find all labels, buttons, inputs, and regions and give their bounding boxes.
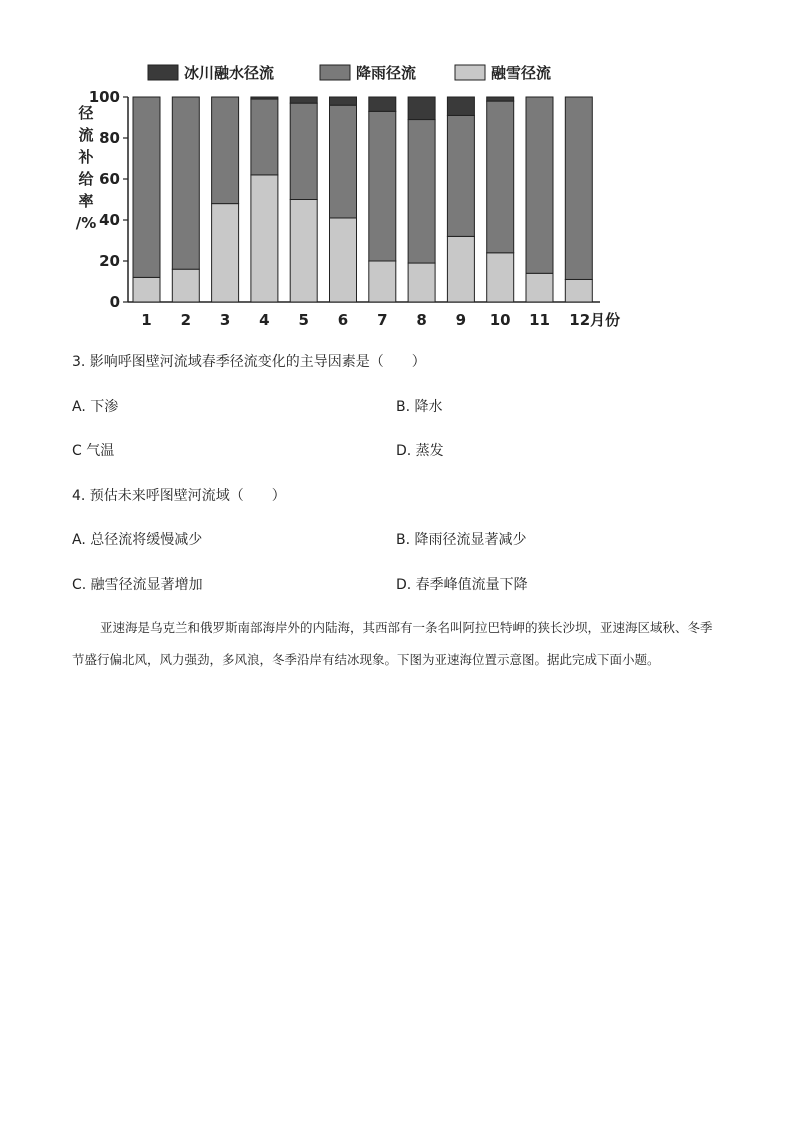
x-axis-ticks [141, 311, 620, 329]
bar-segment-glacier-m4 [251, 97, 278, 99]
y-tick-label: 60 [99, 170, 120, 188]
runoff-supply-chart [0, 0, 794, 340]
bar-segment-glacier-m9 [447, 97, 474, 115]
bar-segment-rainfall-m3 [212, 97, 239, 204]
question-3-option-c[interactable]: C 气温 [72, 443, 115, 459]
bar-segment-snowmelt-m8 [408, 263, 435, 302]
legend-label-2: 融雪径流 [491, 64, 552, 82]
legend-label-1: 降雨径流 [356, 64, 417, 82]
x-tick-label: 12月份 [569, 311, 621, 329]
legend-swatch-1 [320, 65, 350, 80]
x-tick-label: 2 [180, 311, 192, 329]
question-4-option-a[interactable]: A. 总径流将缓慢减少 [72, 532, 203, 548]
bar-segment-rainfall-m7 [369, 111, 396, 261]
question-4-option-b[interactable]: B. 降雨径流显著减少 [396, 532, 527, 548]
x-tick-label: 8 [416, 311, 427, 329]
x-tick-label: 11 [529, 311, 550, 329]
bar-segment-rainfall-m4 [251, 99, 278, 175]
bar-segment-glacier-m7 [369, 97, 396, 111]
question-3-stem: 3. 影响呼图壁河流域春季径流变化的主导因素是（ ） [72, 354, 426, 370]
x-tick-label: 9 [455, 311, 467, 329]
legend-swatch-0 [148, 65, 178, 80]
question-4-option-d[interactable]: D. 春季峰值流量下降 [396, 577, 528, 593]
bar-segment-rainfall-m10 [487, 101, 514, 253]
bar-segment-snowmelt-m3 [212, 204, 239, 302]
y-axis-label [76, 104, 97, 232]
question-4-stem: 4. 预估未来呼图壁河流域（ ） [72, 488, 286, 504]
bar-segment-glacier-m5 [290, 97, 317, 103]
bar-segment-rainfall-m1 [133, 97, 160, 277]
x-tick-label: 7 [377, 311, 388, 329]
y-axis-label-char: 径 [78, 104, 94, 122]
y-tick-label: 40 [99, 211, 120, 229]
bar-segment-rainfall-m9 [447, 115, 474, 236]
question-3-option-b[interactable]: B. 降水 [396, 399, 443, 415]
bar-segment-rainfall-m2 [172, 97, 199, 269]
bar-segment-snowmelt-m4 [251, 175, 278, 302]
bars [133, 97, 592, 302]
x-tick-label: 10 [489, 311, 511, 329]
bar-segment-rainfall-m11 [526, 97, 553, 273]
reading-passage: 亚速海是乌克兰和俄罗斯南部海岸外的内陆海，其西部有一条名叫阿拉巴特岬的狭长沙坝，亚速海区域秋、冬季节盛行偏北风，风力强劲，多风浪，冬季沿岸有结冰现象。下图为亚速海位置示意图。据此完成下面小题。 [72, 620, 713, 667]
y-axis-label-char: 流 [78, 126, 94, 144]
question-3-option-d[interactable]: D. 蒸发 [396, 443, 444, 459]
bar-segment-glacier-m10 [487, 97, 514, 101]
x-tick-label: 5 [298, 311, 309, 329]
x-tick-label: 1 [141, 311, 152, 329]
x-tick-label: 4 [259, 311, 270, 329]
bar-segment-rainfall-m12 [565, 97, 592, 279]
x-tick-label: 3 [219, 311, 231, 329]
bar-segment-snowmelt-m10 [487, 253, 514, 302]
y-axis-ticks [89, 88, 128, 311]
legend-swatch-2 [455, 65, 485, 80]
y-tick-label: 100 [88, 88, 120, 106]
bar-segment-rainfall-m5 [290, 103, 317, 199]
bar-segment-rainfall-m6 [330, 105, 357, 218]
bar-segment-glacier-m6 [330, 97, 357, 105]
bar-segment-snowmelt-m5 [290, 200, 317, 303]
bar-segment-snowmelt-m2 [172, 269, 199, 302]
y-axis-label-char: 率 [78, 192, 94, 210]
bar-segment-rainfall-m8 [408, 120, 435, 263]
legend-label-0: 冰川融水径流 [184, 64, 275, 82]
question-4-option-c[interactable]: C. 融雪径流显著增加 [72, 577, 203, 593]
y-axis-label-char: /% [75, 214, 97, 232]
y-tick-label: 20 [99, 252, 120, 270]
y-axis-label-char: 补 [78, 148, 94, 166]
chart-legend [148, 64, 551, 82]
y-tick-label: 80 [99, 129, 120, 147]
bar-segment-snowmelt-m6 [330, 218, 357, 302]
y-tick-label: 0 [109, 293, 120, 311]
x-tick-label: 6 [337, 311, 349, 329]
bar-segment-snowmelt-m1 [133, 277, 160, 302]
question-3-option-a[interactable]: A. 下渗 [72, 399, 119, 415]
bar-segment-snowmelt-m11 [526, 273, 553, 302]
bar-segment-snowmelt-m12 [565, 279, 592, 302]
bar-segment-snowmelt-m7 [369, 261, 396, 302]
bar-segment-glacier-m8 [408, 97, 435, 120]
bar-segment-snowmelt-m9 [447, 236, 474, 302]
y-axis-label-char: 给 [78, 170, 94, 188]
